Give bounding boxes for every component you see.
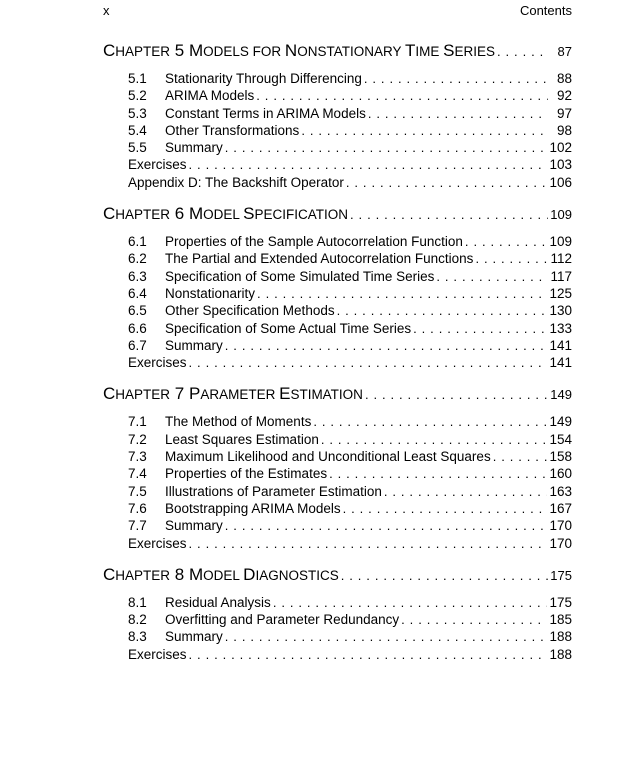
toc-entry[interactable] xyxy=(103,448,572,465)
section-page-number: 188 xyxy=(549,629,572,645)
section-title: Other Transformations xyxy=(165,122,300,138)
dot-leader xyxy=(321,431,548,448)
chapter-8 xyxy=(103,565,572,663)
section-page-number: 141 xyxy=(549,355,572,371)
section-page-number: 141 xyxy=(549,337,572,353)
section-title: Overfitting and Parameter Redundancy xyxy=(165,612,400,628)
dot-leader xyxy=(225,517,548,534)
chapter-5 xyxy=(103,41,572,191)
section-title: Specification of Some Simulated Time Series xyxy=(165,268,435,284)
section-title: Other Specification Methods xyxy=(165,303,335,319)
chapter-number: 8 xyxy=(174,564,185,584)
title-smallcaps: ODEL xyxy=(203,207,244,223)
section-number: 7.2 xyxy=(128,431,147,447)
section-number: 8.1 xyxy=(128,594,147,610)
dot-leader xyxy=(384,483,548,500)
section-title: Exercises xyxy=(128,646,187,662)
dot-leader xyxy=(301,122,548,139)
toc-entry[interactable] xyxy=(103,611,572,628)
dot-leader xyxy=(436,268,548,285)
section-number: 7.6 xyxy=(128,500,147,516)
section-number: 8.2 xyxy=(128,612,147,628)
section-page-number: 112 xyxy=(550,251,572,267)
section-page-number: 149 xyxy=(549,414,572,430)
section-page-number: 103 xyxy=(549,157,572,173)
section-title: Summary xyxy=(165,629,223,645)
chapter-number: 6 xyxy=(174,204,185,224)
dot-leader xyxy=(475,250,548,267)
toc-entry[interactable] xyxy=(103,354,572,371)
title-capital: C xyxy=(103,204,116,224)
title-capital: M xyxy=(188,564,204,584)
chapter-7 xyxy=(103,384,572,551)
toc-entry[interactable] xyxy=(103,320,572,337)
toc-entry[interactable] xyxy=(103,105,572,122)
chapter-title xyxy=(103,384,363,404)
toc-entry[interactable] xyxy=(103,268,572,285)
dot-leader xyxy=(341,568,548,583)
chapter-page-number: 109 xyxy=(550,207,572,223)
title-smallcaps: ODEL xyxy=(203,567,244,583)
section-number: 7.3 xyxy=(128,449,147,465)
toc-entry[interactable] xyxy=(103,483,572,500)
section-page-number: 160 xyxy=(549,466,572,482)
title-capital: S xyxy=(243,204,255,224)
chapter-page-number: 87 xyxy=(557,44,572,59)
dot-leader xyxy=(346,174,548,191)
dot-leader xyxy=(225,337,548,354)
section-title: Residual Analysis xyxy=(165,594,271,610)
title-capital: M xyxy=(188,41,204,60)
chapter-heading[interactable] xyxy=(103,204,572,227)
dot-leader xyxy=(329,465,547,482)
section-page-number: 154 xyxy=(549,431,572,447)
toc-entry[interactable] xyxy=(103,174,572,191)
toc-entry[interactable] xyxy=(103,535,572,552)
section-title: Specification of Some Actual Time Series xyxy=(165,320,412,336)
dot-leader xyxy=(313,413,547,430)
title-smallcaps: STIMATION xyxy=(290,387,363,403)
section-number: 5.5 xyxy=(128,140,147,156)
dot-leader xyxy=(189,535,548,552)
section-title: Maximum Likelihood and Unconditional Least Squares xyxy=(165,449,491,465)
chapter-title xyxy=(103,41,495,61)
chapter-title xyxy=(103,204,348,224)
toc-entry[interactable] xyxy=(103,337,572,354)
dot-leader xyxy=(493,448,548,465)
section-title: Illustrations of Parameter Estimation xyxy=(165,483,382,499)
section-number: 6.4 xyxy=(128,285,147,301)
table-of-contents xyxy=(103,41,572,676)
section-page-number: 133 xyxy=(549,320,572,336)
toc-entry[interactable] xyxy=(103,70,572,87)
section-number: 8.3 xyxy=(128,629,147,645)
toc-entry[interactable] xyxy=(103,302,572,319)
dot-leader xyxy=(401,611,547,628)
section-number: 6.6 xyxy=(128,320,147,336)
section-number: 6.3 xyxy=(128,268,147,284)
section-number: 7.1 xyxy=(128,414,147,430)
toc-entry[interactable] xyxy=(103,285,572,302)
title-smallcaps: ARAMETER xyxy=(200,387,280,403)
dot-leader xyxy=(189,646,548,663)
section-page-number: 185 xyxy=(549,612,572,628)
section-number: 6.2 xyxy=(128,251,147,267)
dot-leader xyxy=(343,500,548,517)
section-title: Summary xyxy=(165,518,223,534)
section-number: 7.7 xyxy=(128,518,147,534)
section-page-number: 170 xyxy=(549,535,572,551)
title-smallcaps: HAPTER xyxy=(115,44,171,59)
title-smallcaps: ONSTATIONARY xyxy=(297,44,405,59)
title-smallcaps: PECIFICATION xyxy=(254,207,349,223)
section-title: Constant Terms in ARIMA Models xyxy=(165,105,366,121)
section-title: Nonstationarity xyxy=(165,285,256,301)
title-capital: M xyxy=(188,204,204,224)
dot-leader xyxy=(273,594,548,611)
section-page-number: 170 xyxy=(549,518,572,534)
section-title: Properties of the Sample Autocorrelation Function xyxy=(165,234,463,250)
section-page-number: 117 xyxy=(550,268,572,284)
dot-leader xyxy=(465,233,548,250)
title-capital: N xyxy=(284,41,298,60)
title-capital: E xyxy=(279,384,291,404)
section-title: The Method of Moments xyxy=(165,414,312,430)
dot-leader xyxy=(256,87,548,104)
dot-leader xyxy=(413,320,547,337)
section-page-number: 98 xyxy=(556,122,572,138)
section-title: Exercises xyxy=(128,157,187,173)
title-capital: T xyxy=(404,41,416,60)
section-title: Bootstrapping ARIMA Models xyxy=(165,500,341,516)
section-title: Stationarity Through Differencing xyxy=(165,71,362,86)
section-number: 5.1 xyxy=(128,71,147,86)
title-smallcaps: IAGNOSTICS xyxy=(255,567,339,583)
page-number: x xyxy=(103,3,110,18)
toc-entry[interactable] xyxy=(103,517,572,534)
toc-entry[interactable] xyxy=(103,122,572,139)
dot-leader xyxy=(189,156,548,173)
dot-leader xyxy=(497,44,548,59)
chapter-number: 5 xyxy=(174,41,185,60)
chapter-page-number: 175 xyxy=(550,567,572,583)
title-capital: C xyxy=(103,41,116,60)
section-number: 7.4 xyxy=(128,466,147,482)
running-header: Contents xyxy=(519,3,572,18)
chapter-6 xyxy=(103,204,572,371)
title-smallcaps: IME xyxy=(415,44,444,59)
dot-leader xyxy=(189,354,548,371)
dot-leader xyxy=(337,302,548,319)
toc-entry[interactable] xyxy=(103,413,572,430)
title-capital: P xyxy=(188,384,201,404)
section-page-number: 106 xyxy=(549,174,572,190)
dot-leader xyxy=(350,207,548,222)
section-number: 6.7 xyxy=(128,337,147,353)
chapter-heading[interactable] xyxy=(103,384,572,407)
toc-entry[interactable] xyxy=(103,156,572,173)
section-title: Summary xyxy=(165,337,223,353)
section-number: 5.4 xyxy=(128,122,147,138)
section-number: 6.1 xyxy=(128,234,147,250)
section-title: Least Squares Estimation xyxy=(165,431,319,447)
section-number: 5.3 xyxy=(128,105,147,121)
section-page-number: 102 xyxy=(549,140,572,156)
section-page-number: 163 xyxy=(549,483,572,499)
section-page-number: 188 xyxy=(549,646,572,662)
section-page-number: 158 xyxy=(549,449,572,465)
section-title: The Partial and Extended Autocorrelation Functions xyxy=(165,251,474,267)
section-number: 6.5 xyxy=(128,303,147,319)
section-page-number: 130 xyxy=(549,303,572,319)
section-page-number: 97 xyxy=(556,105,572,121)
title-capital: D xyxy=(243,564,256,584)
title-smallcaps: ERIES xyxy=(454,44,495,59)
section-number: 5.2 xyxy=(128,88,147,104)
title-smallcaps: HAPTER xyxy=(115,387,171,403)
chapter-title xyxy=(103,565,339,585)
toc-entry[interactable] xyxy=(103,139,572,156)
toc-entry[interactable] xyxy=(103,87,572,104)
chapter-number: 7 xyxy=(174,384,185,404)
section-page-number: 92 xyxy=(556,88,572,104)
section-page-number: 175 xyxy=(549,594,572,610)
title-capital: C xyxy=(103,384,116,404)
chapter-heading[interactable] xyxy=(103,41,572,64)
dot-leader xyxy=(365,387,548,402)
title-smallcaps: HAPTER xyxy=(115,207,171,223)
section-page-number: 167 xyxy=(549,500,572,516)
toc-entry[interactable] xyxy=(103,465,572,482)
title-capital: C xyxy=(103,564,116,584)
section-title: Exercises xyxy=(128,535,187,551)
toc-entry[interactable] xyxy=(103,233,572,250)
dot-leader xyxy=(368,105,548,122)
title-smallcaps: HAPTER xyxy=(115,567,171,583)
section-title: Appendix D: The Backshift Operator xyxy=(128,174,344,190)
chapter-page-number: 149 xyxy=(550,387,572,403)
toc-entry[interactable] xyxy=(103,250,572,267)
toc-entry[interactable] xyxy=(103,646,572,663)
toc-entry[interactable] xyxy=(103,500,572,517)
toc-entry[interactable] xyxy=(103,431,572,448)
section-page-number: 109 xyxy=(549,234,572,250)
toc-entry[interactable] xyxy=(103,594,572,611)
toc-entry[interactable] xyxy=(103,628,572,645)
dot-leader xyxy=(225,139,548,156)
section-page-number: 125 xyxy=(549,285,572,301)
section-number: 7.5 xyxy=(128,483,147,499)
title-capital: S xyxy=(443,41,455,60)
chapter-heading[interactable] xyxy=(103,565,572,588)
section-page-number: 88 xyxy=(556,71,572,86)
section-title: Properties of the Estimates xyxy=(165,466,328,482)
section-title: Exercises xyxy=(128,355,187,371)
title-smallcaps: ODELS FOR xyxy=(203,44,285,59)
section-title: Summary xyxy=(165,140,223,156)
dot-leader xyxy=(364,70,548,87)
section-title: ARIMA Models xyxy=(165,88,255,104)
dot-leader xyxy=(257,285,547,302)
dot-leader xyxy=(225,628,548,645)
